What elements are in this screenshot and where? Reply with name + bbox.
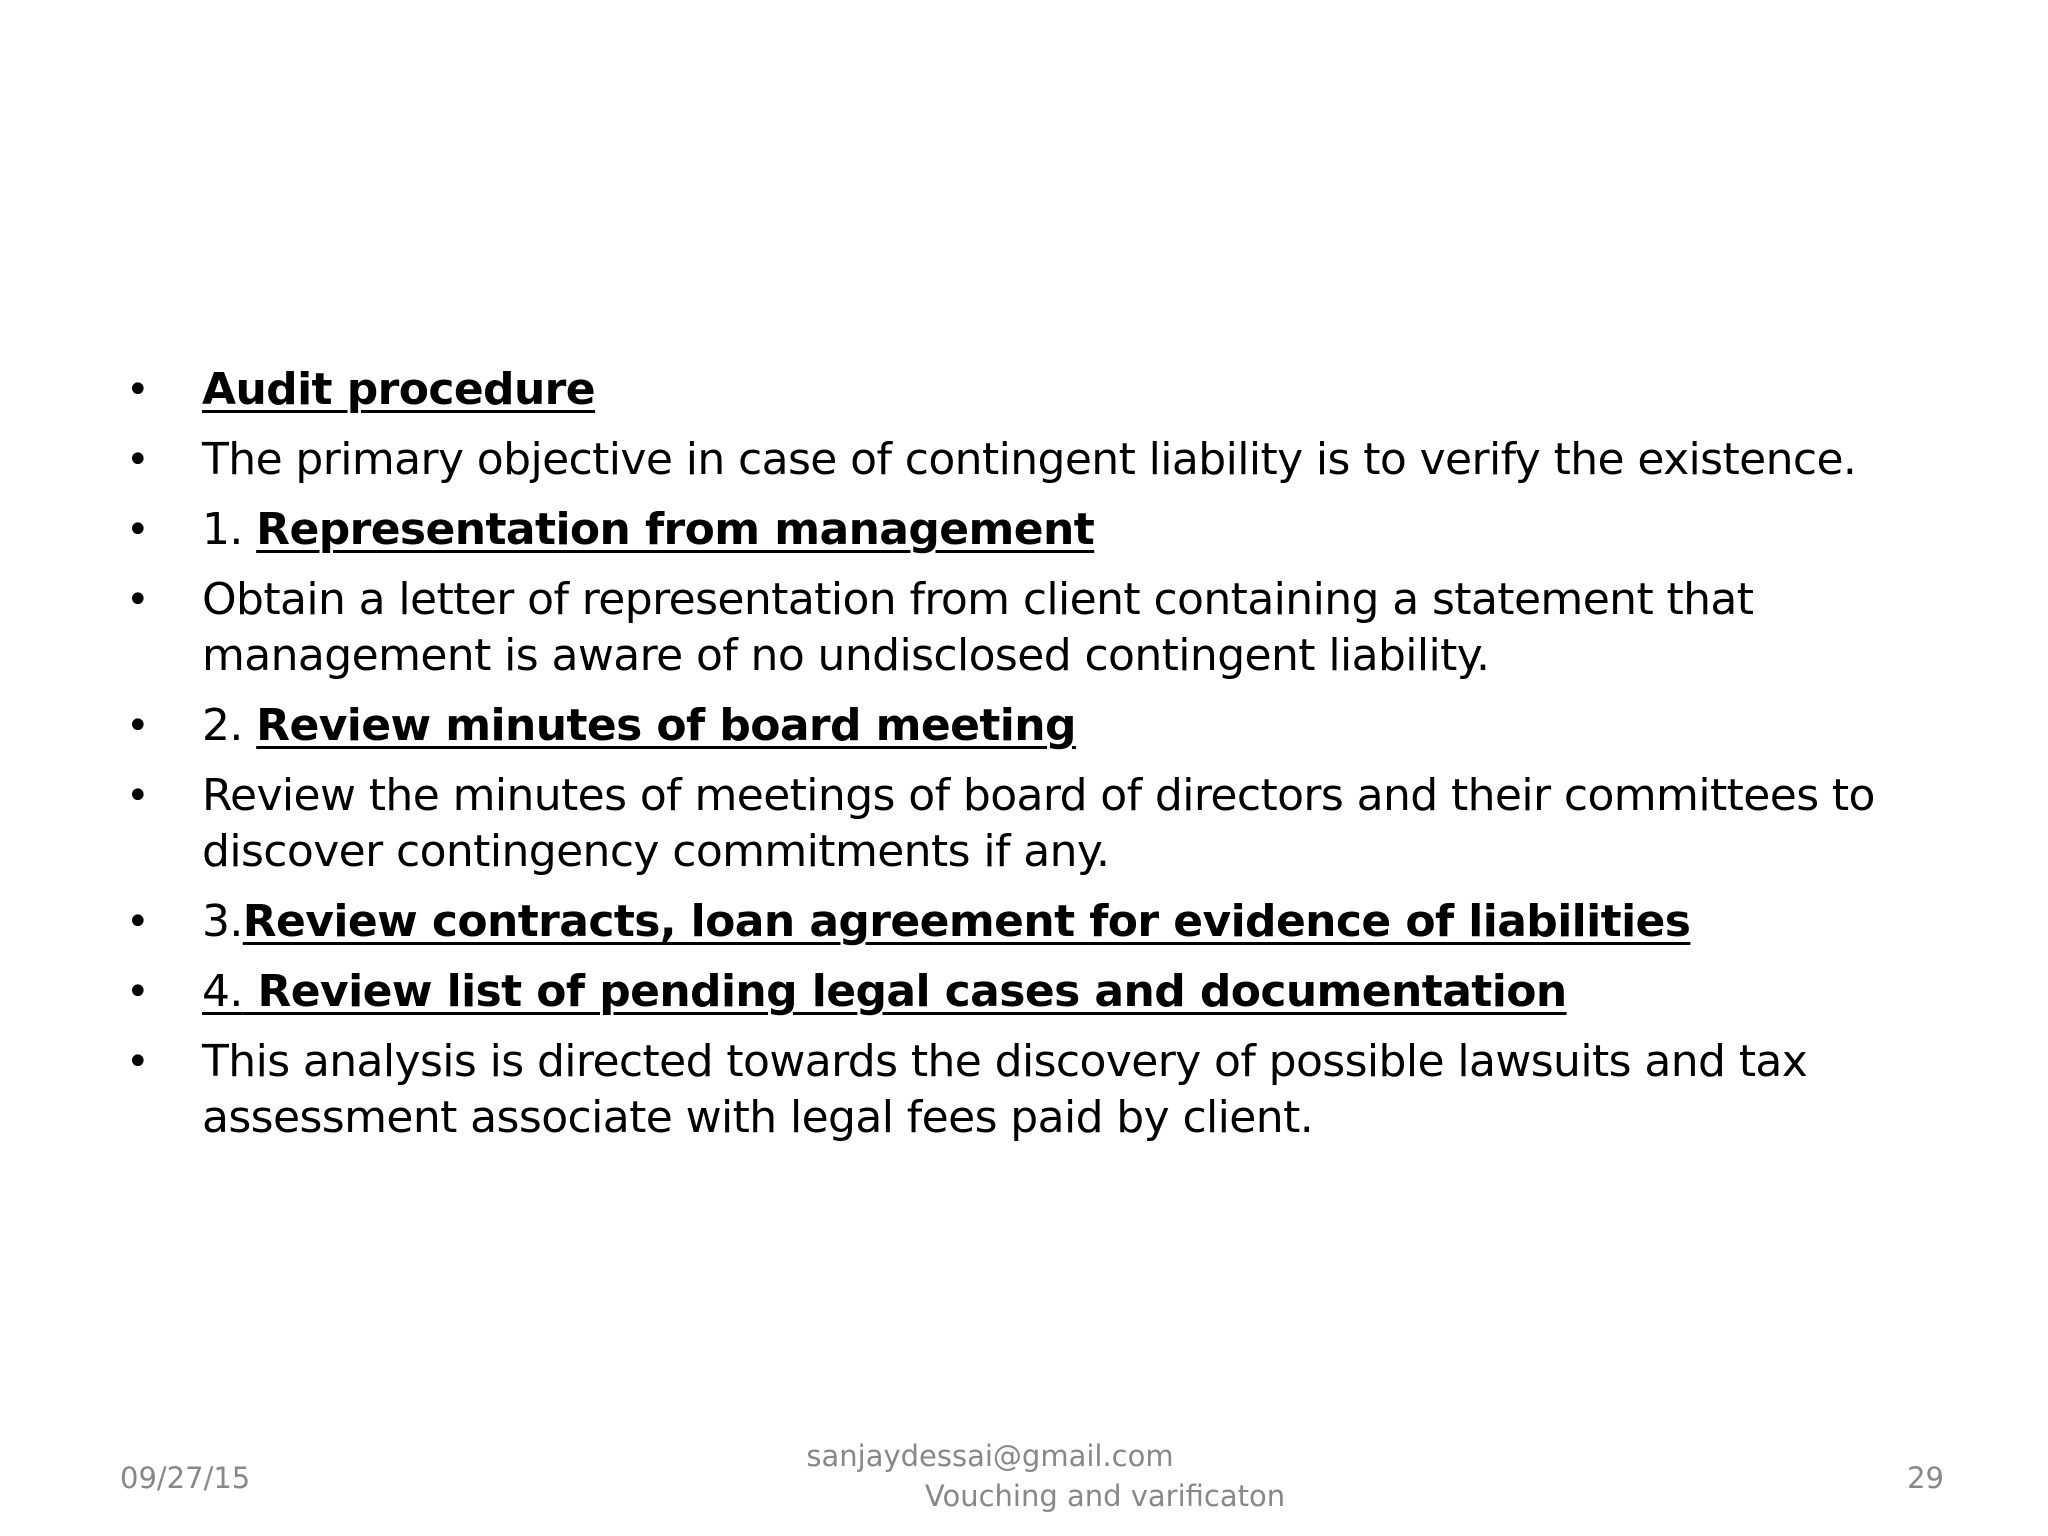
bullet-text: Obtain a letter of representation from client containing a statement that management is aware of no undisclosed contingent liability. (202, 574, 1754, 681)
bullet-item (120, 768, 1950, 880)
bullet-icon: • (126, 703, 149, 749)
footer-center (660, 1436, 1440, 1516)
bullet-text: This analysis is directed towards the discovery of possible lawsuits and tax assessment associate with legal fees paid by client. (202, 1036, 1808, 1143)
bullet-heading-audit-procedure: Audit procedure (202, 364, 596, 415)
bullet-item (120, 698, 1950, 754)
bullet-list (120, 362, 1950, 1160)
bullet-item (120, 362, 1950, 418)
bullet-heading-legal-cases (202, 966, 1567, 1017)
bullet-heading-legal-cases-text: Review list of pending legal cases and documentation (242, 966, 1567, 1017)
bullet-prefix: 3. (202, 896, 243, 947)
footer-subject: Vouching and varificaton (924, 1479, 1286, 1513)
bullet-icon: • (126, 367, 149, 413)
bullet-heading-representation: Representation from management (256, 504, 1095, 555)
bullet-text: Review the minutes of meetings of board of directors and their committees to discover contingency commitments if any. (202, 770, 1875, 877)
bullet-item (120, 572, 1950, 684)
bullet-item (120, 502, 1950, 558)
bullet-icon: • (126, 577, 149, 623)
bullet-icon: • (126, 899, 149, 945)
page-number: 29 (1907, 1461, 1944, 1495)
bullet-icon: • (126, 437, 149, 483)
bullet-item (120, 894, 1950, 950)
bullet-heading-contracts: Review contracts, loan agreement for evidence of liabilities (242, 896, 1691, 947)
bullet-prefix: 2. (202, 700, 257, 751)
bullet-item (120, 964, 1950, 1020)
bullet-text: The primary objective in case of contingent liability is to verify the existence. (202, 434, 1857, 485)
footer-date: 09/27/15 (120, 1461, 251, 1495)
bullet-prefix: 1. (202, 504, 257, 555)
bullet-icon: • (126, 969, 149, 1015)
footer-email: sanjaydessai@gmail.com (806, 1439, 1174, 1473)
bullet-item (120, 1034, 1950, 1146)
bullet-icon: • (126, 773, 149, 819)
bullet-prefix: 4. (202, 966, 243, 1017)
bullet-heading-board-meeting: Review minutes of board meeting (256, 700, 1076, 751)
bullet-item (120, 432, 1950, 488)
bullet-icon: • (126, 1039, 149, 1085)
bullet-icon: • (126, 507, 149, 553)
